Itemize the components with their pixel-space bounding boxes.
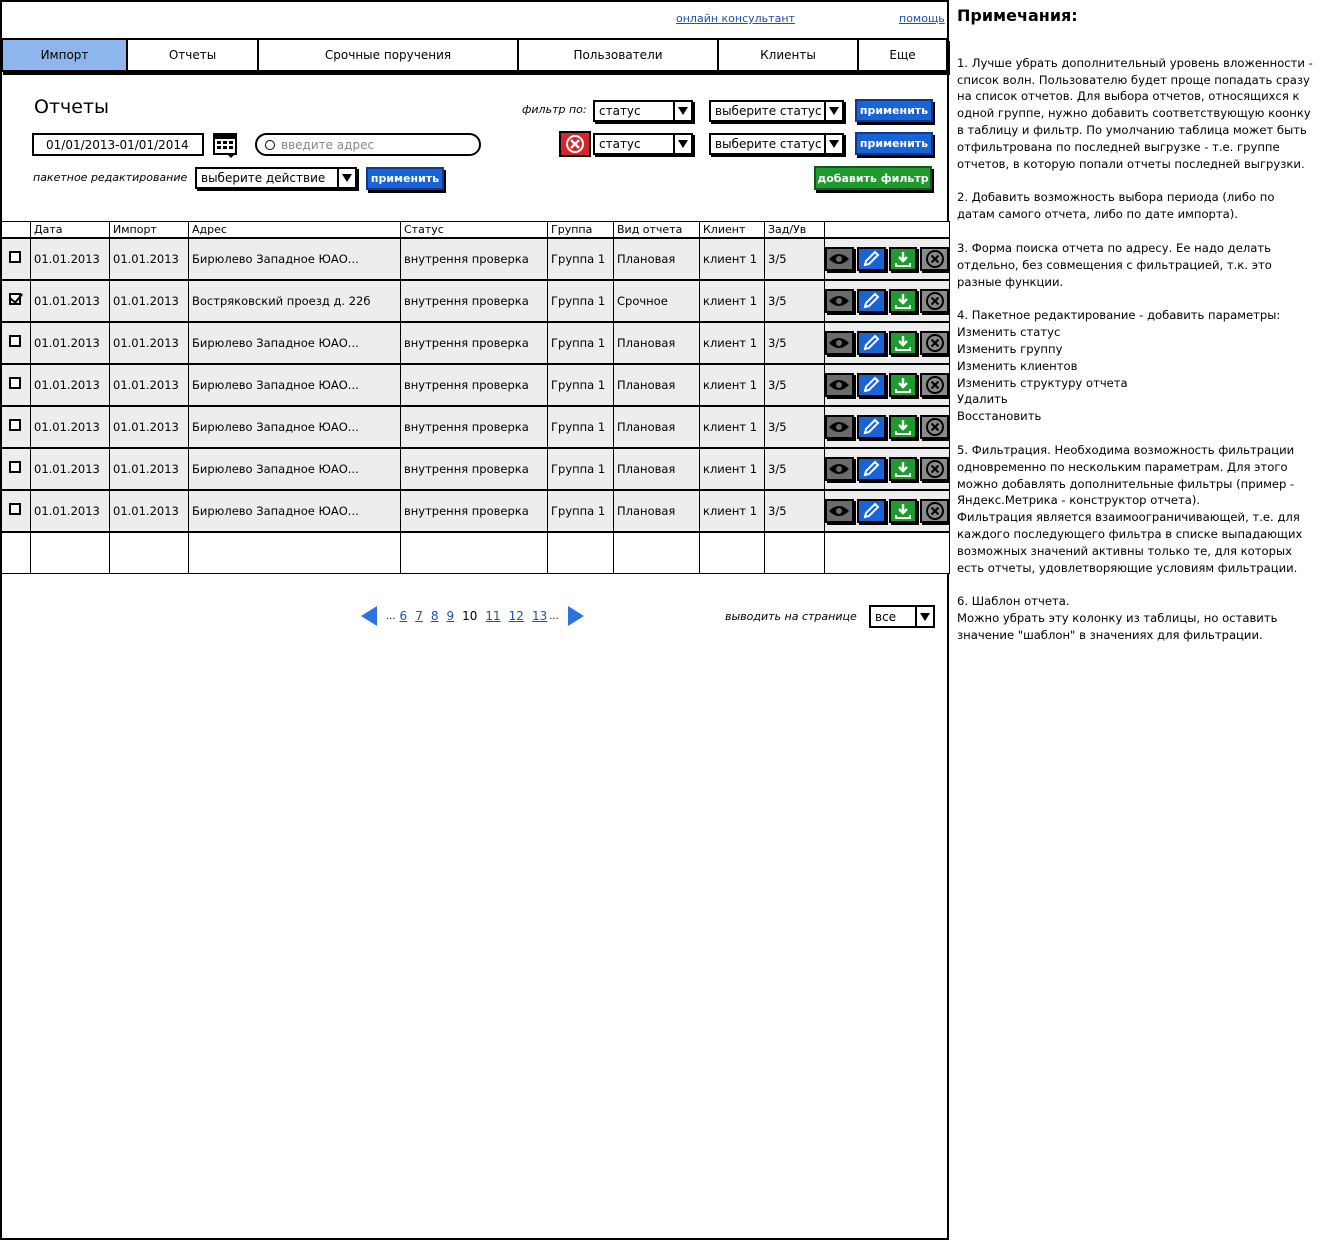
tab-label: Импорт [40, 48, 89, 62]
eye-icon [828, 252, 850, 266]
checkbox [2, 406, 31, 448]
note-item: 6. Шаблон отчета. Можно убрать эту колонку из таблицы, но оставить значение "шаблон" в значениях для фильтрации. [957, 594, 1278, 642]
cell-date: 01.01.2013 [31, 490, 110, 532]
help-link[interactable]: помощь [899, 12, 945, 25]
cell-client: клиент 1 [700, 238, 765, 280]
row-actions [825, 499, 949, 523]
cell-group: Группа 1 [548, 490, 614, 532]
filter1-apply-button[interactable]: применить [855, 99, 933, 122]
cell-kind: Плановая [614, 238, 700, 280]
row-actions [825, 415, 949, 439]
eye-icon [828, 336, 850, 350]
tab-urgent-orders[interactable] [259, 40, 519, 70]
column-header[interactable]: Дата [31, 222, 110, 238]
column-header[interactable]: Вид отчета [614, 222, 700, 238]
empty-cell [614, 532, 700, 574]
select-value: выберите статус [715, 104, 822, 118]
row-checkbox[interactable] [9, 503, 21, 515]
cell-date: 01.01.2013 [31, 280, 110, 322]
view-button[interactable] [825, 373, 854, 397]
cell-address: Востряковский проезд д. 22б [189, 280, 401, 322]
eye-icon [828, 420, 850, 434]
edit-button[interactable] [857, 331, 886, 355]
batch-apply-button[interactable]: применить [366, 167, 444, 190]
checkbox [2, 322, 31, 364]
cell-client: клиент 1 [700, 364, 765, 406]
delete-icon [925, 417, 945, 437]
tab-label: Клиенты [760, 48, 816, 62]
chevron-down-icon [673, 135, 691, 153]
delete-icon [925, 501, 945, 521]
filter1-value-select[interactable] [709, 100, 844, 122]
pencil-icon [862, 250, 880, 268]
pagination [360, 605, 585, 627]
view-button[interactable] [825, 457, 854, 481]
note-item: 4. Пакетное редактирование - добавить параметры: Изменить статус Изменить группу Изменить клиентов Изменить структуру отчета Удалить Восстановить [957, 308, 1281, 424]
notes-panel [957, 8, 1315, 661]
pencil-icon [862, 292, 880, 310]
cell-tasks: 3/5 [765, 490, 825, 532]
delete-button[interactable] [920, 373, 949, 397]
remove-filter-icon[interactable] [559, 131, 591, 157]
cell-import: 01.01.2013 [110, 280, 189, 322]
cell-group: Группа 1 [548, 448, 614, 490]
current-page: 10 [462, 609, 478, 623]
download-icon [894, 418, 912, 436]
note-item: 2. Добавить возможность выбора периода (либо по датам самого отчета, либо по дате импорта). [957, 190, 1275, 222]
note-item: 1. Лучше убрать дополнительный уровень вложенности - список волн. Пользователю будет проще попадать сразу на список отчетов. Для выбора отчетов, относящихся к одной группе, нужно добавить соответствующую коонку в таблицу и фильтр. По умолчанию таблица может быть отфильтрована по последней выгрузке - т.е. группе отчетов, в которую попали отчеты последней выгрузки. [957, 55, 1313, 171]
edit-button[interactable] [857, 415, 886, 439]
edit-button[interactable] [857, 247, 886, 271]
chevron-down-icon [915, 607, 933, 626]
cell-import: 01.01.2013 [110, 406, 189, 448]
cell-kind: Плановая [614, 490, 700, 532]
row-checkbox[interactable] [9, 335, 21, 347]
table-row [2, 490, 950, 532]
delete-button[interactable] [920, 289, 949, 313]
cell-status: внутрення проверка [401, 322, 548, 364]
pagination-ellipsis: ... [549, 610, 559, 622]
cell-kind: Плановая [614, 364, 700, 406]
cell-date: 01.01.2013 [31, 448, 110, 490]
delete-icon [925, 375, 945, 395]
filter2-value-select[interactable] [709, 133, 844, 155]
cell-address: Бирюлево Западное ЮАО... [189, 238, 401, 280]
cell-tasks: 3/5 [765, 322, 825, 364]
cell-import: 01.01.2013 [110, 448, 189, 490]
pencil-icon [862, 418, 880, 436]
cell-address: Бирюлево Западное ЮАО... [189, 364, 401, 406]
tab-label: Пользователи [573, 48, 663, 62]
cell-date: 01.01.2013 [31, 322, 110, 364]
checkbox [2, 490, 31, 532]
table-row [2, 322, 950, 364]
cell-import: 01.01.2013 [110, 364, 189, 406]
column-header[interactable]: Зад/Ув [765, 222, 825, 238]
edit-button[interactable] [857, 457, 886, 481]
cell-status: внутрення проверка [401, 364, 548, 406]
reports-table [1, 221, 949, 574]
eye-icon [828, 504, 850, 518]
arrow-right-icon[interactable] [567, 605, 585, 627]
column-header [825, 222, 950, 238]
delete-button[interactable] [920, 457, 949, 481]
page-link[interactable]: 9 [446, 609, 455, 623]
cell-import: 01.01.2013 [110, 238, 189, 280]
page-link[interactable]: 8 [430, 609, 439, 623]
cell-address: Бирюлево Западное ЮАО... [189, 322, 401, 364]
row-actions [825, 331, 949, 355]
actions [825, 406, 950, 448]
row-actions [825, 289, 949, 313]
checkbox [2, 238, 31, 280]
view-button[interactable] [825, 289, 854, 313]
view-button[interactable] [825, 499, 854, 523]
table-row [2, 406, 950, 448]
tab-import[interactable] [3, 40, 128, 70]
arrow-left-icon[interactable] [360, 605, 378, 627]
table-row [2, 280, 950, 322]
cell-tasks: 3/5 [765, 364, 825, 406]
pencil-icon [862, 334, 880, 352]
download-button[interactable] [889, 247, 918, 271]
chevron-down-icon [824, 135, 842, 153]
cell-tasks: 3/5 [765, 448, 825, 490]
empty-cell [189, 532, 401, 574]
note-item: 5. Фильтрация. Необходима возможность фильтрации одновременно по нескольким параметрам. Для этого можно добавлять дополнительные фильтры (пример - Яндекс.Метрика - конструктор отчета). Фильтрация является взаимоограничивающей, т.е. для каждого последующего фильтра в списке выпадающих возможных значений активны только те, для которых есть отчеты, удовлетворяющие условиям фильтрации. [957, 442, 1303, 575]
chevron-down-icon [337, 169, 355, 187]
select-value: выберите статус [715, 137, 822, 151]
empty-cell [700, 532, 765, 574]
cell-client: клиент 1 [700, 490, 765, 532]
page-link[interactable]: 7 [415, 609, 423, 623]
main-tabs [1, 38, 948, 72]
cell-group: Группа 1 [548, 238, 614, 280]
cell-status: внутрення проверка [401, 448, 548, 490]
tab-reports[interactable] [128, 40, 259, 70]
calendar-icon[interactable] [213, 133, 239, 163]
select-value: статус [599, 137, 641, 151]
online-consultant-link[interactable]: онлайн консультант [676, 12, 795, 25]
cell-address: Бирюлево Западное ЮАО... [189, 490, 401, 532]
cell-kind: Плановая [614, 406, 700, 448]
cell-tasks: 3/5 [765, 406, 825, 448]
download-icon [894, 334, 912, 352]
view-button[interactable] [825, 247, 854, 271]
delete-button[interactable] [920, 499, 949, 523]
row-checkbox[interactable] [9, 251, 21, 263]
checkbox [2, 448, 31, 490]
empty-cell [548, 532, 614, 574]
download-icon [894, 292, 912, 310]
row-actions [825, 457, 949, 481]
tab-label: Еще [889, 48, 916, 62]
download-button[interactable] [889, 289, 918, 313]
delete-button[interactable] [920, 331, 949, 355]
view-button[interactable] [825, 415, 854, 439]
tab-label: Срочные поручения [324, 48, 452, 62]
column-header[interactable]: Клиент [700, 222, 765, 238]
cell-tasks: 3/5 [765, 280, 825, 322]
delete-button[interactable] [920, 247, 949, 271]
delete-icon [925, 291, 945, 311]
cell-client: клиент 1 [700, 406, 765, 448]
delete-button[interactable] [920, 415, 949, 439]
row-checkbox[interactable] [9, 461, 21, 473]
download-button[interactable] [889, 499, 918, 523]
select-value: выберите действие [201, 171, 326, 185]
cell-date: 01.01.2013 [31, 364, 110, 406]
search-icon [265, 140, 275, 150]
delete-icon [925, 333, 945, 353]
chevron-down-icon [673, 102, 691, 120]
download-icon [894, 376, 912, 394]
select-value: все [875, 609, 897, 624]
cell-status: внутрення проверка [401, 238, 548, 280]
note-item: 3. Форма поиска отчета по адресу. Ее надо делать отдельно, без совмещения с фильтрацией, т.к. это разные функции. [957, 240, 1272, 289]
tab-label: Отчеты [168, 48, 217, 62]
row-actions [825, 373, 949, 397]
row-checkbox[interactable] [9, 293, 21, 305]
empty-cell [2, 532, 31, 574]
actions [825, 448, 950, 490]
empty-cell [765, 532, 825, 574]
download-button[interactable] [889, 331, 918, 355]
view-button[interactable] [825, 331, 854, 355]
column-header [2, 222, 31, 238]
tab-more[interactable] [859, 40, 946, 70]
page-link[interactable]: 13 [531, 609, 548, 623]
empty-cell [110, 532, 189, 574]
cell-client: клиент 1 [700, 322, 765, 364]
eye-icon [828, 462, 850, 476]
address-placeholder: введите адрес [281, 137, 375, 152]
table-row-empty [2, 532, 950, 574]
page-link[interactable]: 11 [485, 609, 501, 623]
column-header[interactable]: Адрес [189, 222, 401, 238]
cell-group: Группа 1 [548, 280, 614, 322]
notes-title: Примечания: [957, 6, 1078, 25]
cell-status: внутрення проверка [401, 490, 548, 532]
batch-action-select[interactable] [195, 167, 357, 189]
checkbox [2, 364, 31, 406]
tab-users[interactable] [519, 40, 719, 70]
download-button[interactable] [889, 373, 918, 397]
actions [825, 364, 950, 406]
cell-group: Группа 1 [548, 364, 614, 406]
actions [825, 490, 950, 532]
empty-cell [825, 532, 950, 574]
per-page-label: выводить на странице [725, 610, 857, 623]
cell-date: 01.01.2013 [31, 238, 110, 280]
empty-cell [401, 532, 548, 574]
cell-tasks: 3/5 [765, 238, 825, 280]
table-row [2, 364, 950, 406]
pencil-icon [862, 460, 880, 478]
row-checkbox[interactable] [9, 377, 21, 389]
table-row [2, 238, 950, 280]
column-header[interactable]: Статус [401, 222, 548, 238]
date-range-value: 01/01/2013-01/01/2014 [46, 137, 189, 152]
download-button[interactable] [889, 415, 918, 439]
download-button[interactable] [889, 457, 918, 481]
download-icon [894, 250, 912, 268]
download-icon [894, 460, 912, 478]
filter-by-label: фильтр по: [522, 103, 587, 116]
cell-group: Группа 1 [548, 322, 614, 364]
filter1-field-select[interactable] [593, 100, 693, 122]
batch-edit-label: пакетное редактирование [33, 171, 188, 184]
cell-client: клиент 1 [700, 448, 765, 490]
add-filter-button[interactable]: добавить фильтр [814, 166, 932, 190]
filter2-field-select[interactable] [593, 133, 693, 155]
delete-icon [925, 459, 945, 479]
cell-status: внутрення проверка [401, 280, 548, 322]
per-page-select[interactable] [869, 605, 935, 628]
empty-cell [31, 532, 110, 574]
edit-button[interactable] [857, 373, 886, 397]
eye-icon [828, 378, 850, 392]
table-row [2, 448, 950, 490]
table-header-row [2, 222, 950, 238]
page-link[interactable]: 12 [508, 609, 524, 623]
cell-group: Группа 1 [548, 406, 614, 448]
actions [825, 322, 950, 364]
filter2-apply-button[interactable]: применить [855, 132, 933, 155]
cell-import: 01.01.2013 [110, 322, 189, 364]
tab-clients[interactable] [719, 40, 859, 70]
eye-icon [828, 294, 850, 308]
column-header[interactable]: Импорт [110, 222, 189, 238]
download-icon [894, 502, 912, 520]
cell-date: 01.01.2013 [31, 406, 110, 448]
actions [825, 238, 950, 280]
page-title: Отчеты [34, 96, 110, 118]
actions [825, 280, 950, 322]
address-search-input[interactable] [255, 133, 481, 156]
pagination-ellipsis: ... [386, 610, 396, 622]
cell-client: клиент 1 [700, 280, 765, 322]
cell-address: Бирюлево Западное ЮАО... [189, 406, 401, 448]
cell-address: Бирюлево Западное ЮАО... [189, 448, 401, 490]
select-value: статус [599, 104, 641, 118]
chevron-down-icon [824, 102, 842, 120]
delete-icon [925, 249, 945, 269]
page-link[interactable]: 6 [399, 609, 408, 623]
date-range-field[interactable] [32, 133, 204, 156]
checkbox [2, 280, 31, 322]
cell-kind: Плановая [614, 448, 700, 490]
edit-button[interactable] [857, 499, 886, 523]
cell-kind: Срочное [614, 280, 700, 322]
pencil-icon [862, 376, 880, 394]
cell-import: 01.01.2013 [110, 490, 189, 532]
cell-kind: Плановая [614, 322, 700, 364]
pencil-icon [862, 502, 880, 520]
cell-status: внутрення проверка [401, 406, 548, 448]
column-header[interactable]: Группа [548, 222, 614, 238]
row-actions [825, 247, 949, 271]
row-checkbox[interactable] [9, 419, 21, 431]
edit-button[interactable] [857, 289, 886, 313]
